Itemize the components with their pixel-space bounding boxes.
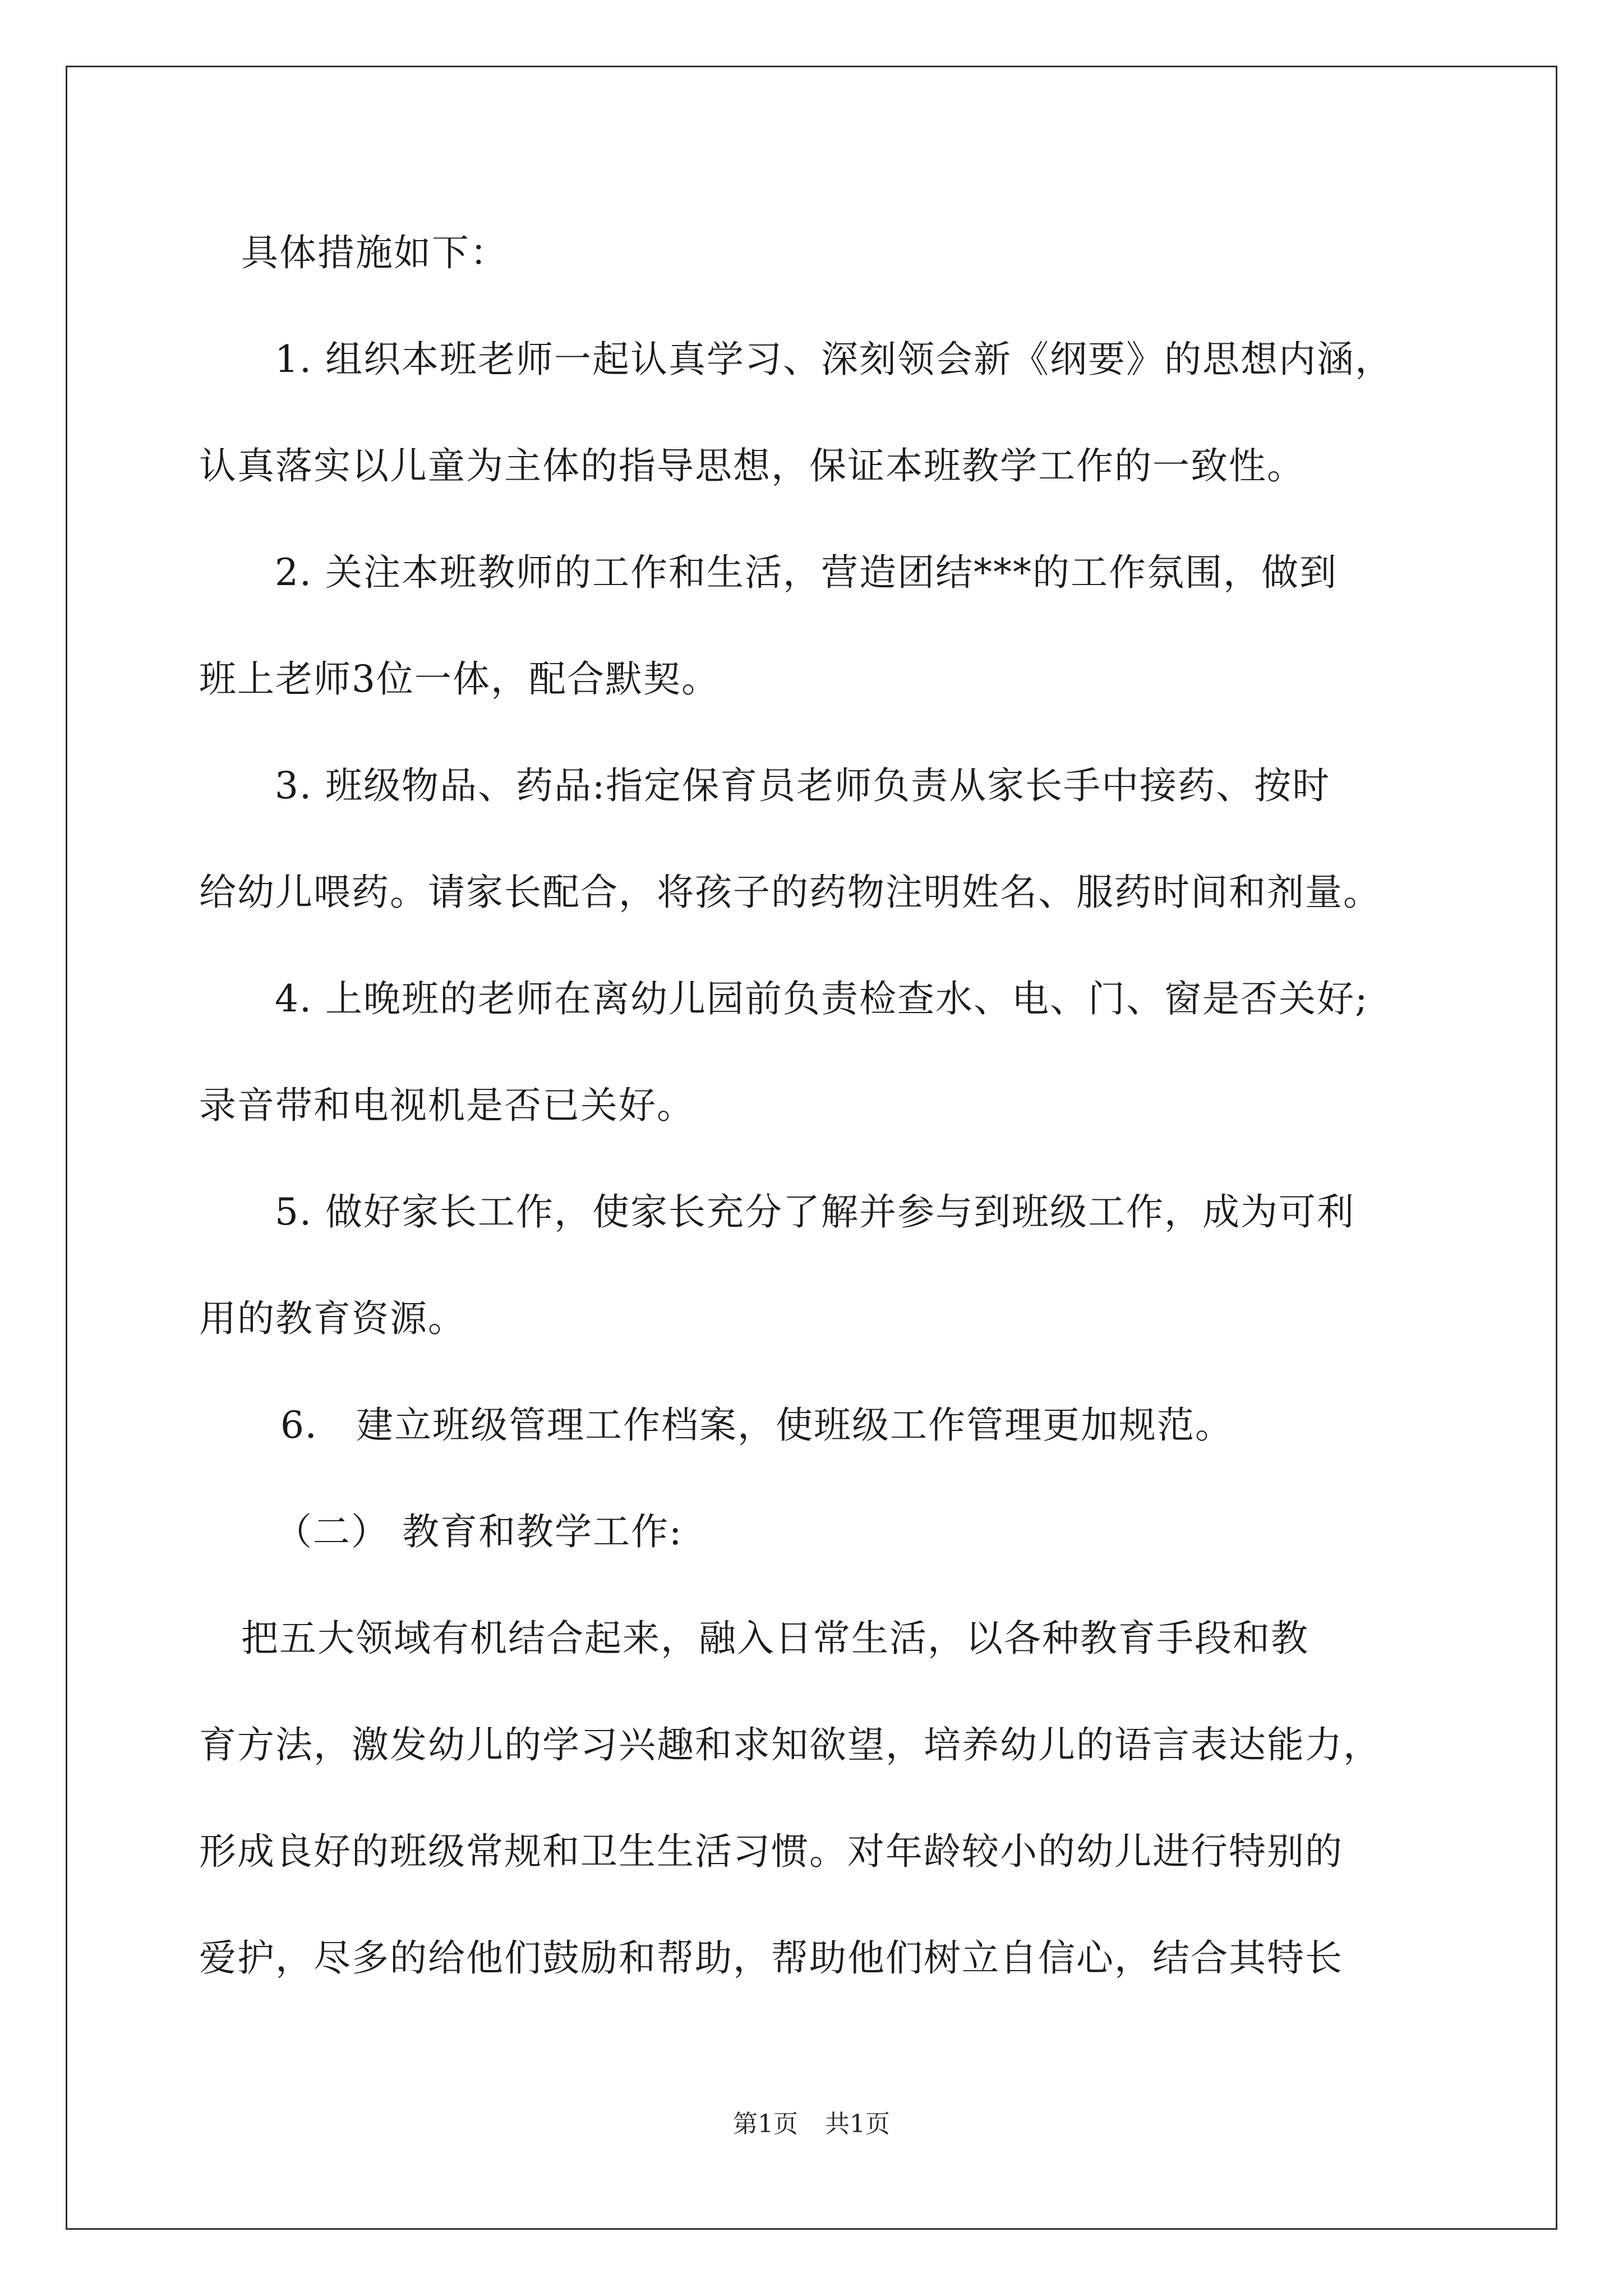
page-total: 共1页 [825,2110,890,2138]
paragraph-line: 5. 做好家长工作，使家长充分了解并参与到班级工作，成为可利 [275,1190,1355,1234]
paragraph-line: 2. 关注本班教师的工作和生活，营造团结***的工作氛围，做到 [275,551,1338,594]
paragraph-line: 4. 上晚班的老师在离幼儿园前负责检查水、电、门、窗是否关好; [275,977,1369,1020]
paragraph-line: 班上老师3位一体，配合默契。 [199,657,720,701]
paragraph-line: 具体措施如下： [241,231,508,274]
paragraph-line: 录音带和电视机是否已关好。 [199,1084,695,1127]
section-heading: （二） 教育和教学工作: [275,1510,683,1553]
paragraph-line: 给幼儿喂药。请家长配合，将孩子的药物注明姓名、服药时间和剂量。 [199,871,1381,914]
paragraph-line: 1. 组织本班老师一起认真学习、深刻领会新《纲要》的思想内涵， [275,338,1393,381]
paragraph-line: 用的教育资源。 [199,1297,466,1340]
page-border [66,66,1557,2230]
paragraph-line: 育方法，激发幼儿的学习兴趣和求知欲望，培养幼儿的语言表达能力， [199,1723,1381,1766]
paragraph-line: 3. 班级物品、药品:指定保育员老师负责从家长手中接药、按时 [275,764,1331,807]
paragraph-line: 爱护，尽多的给他们鼓励和帮助，帮助他们树立自信心，结合其特长 [199,1936,1343,1980]
paragraph-line: 认真落实以儿童为主体的指导思想，保证本班教学工作的一致性。 [199,444,1305,487]
paragraph-line: 形成良好的班级常规和卫生生活习惯。对年龄较小的幼儿进行特别的 [199,1830,1343,1873]
paragraph-line: 6． 建立班级管理工作档案，使班级工作管理更加规范。 [280,1404,1233,1447]
paragraph-line: 把五大领域有机结合起来，融入日常生活，以各种教育手段和教 [241,1617,1309,1660]
page-number: 第1页 [733,2110,798,2138]
page-footer [0,2112,1623,2137]
